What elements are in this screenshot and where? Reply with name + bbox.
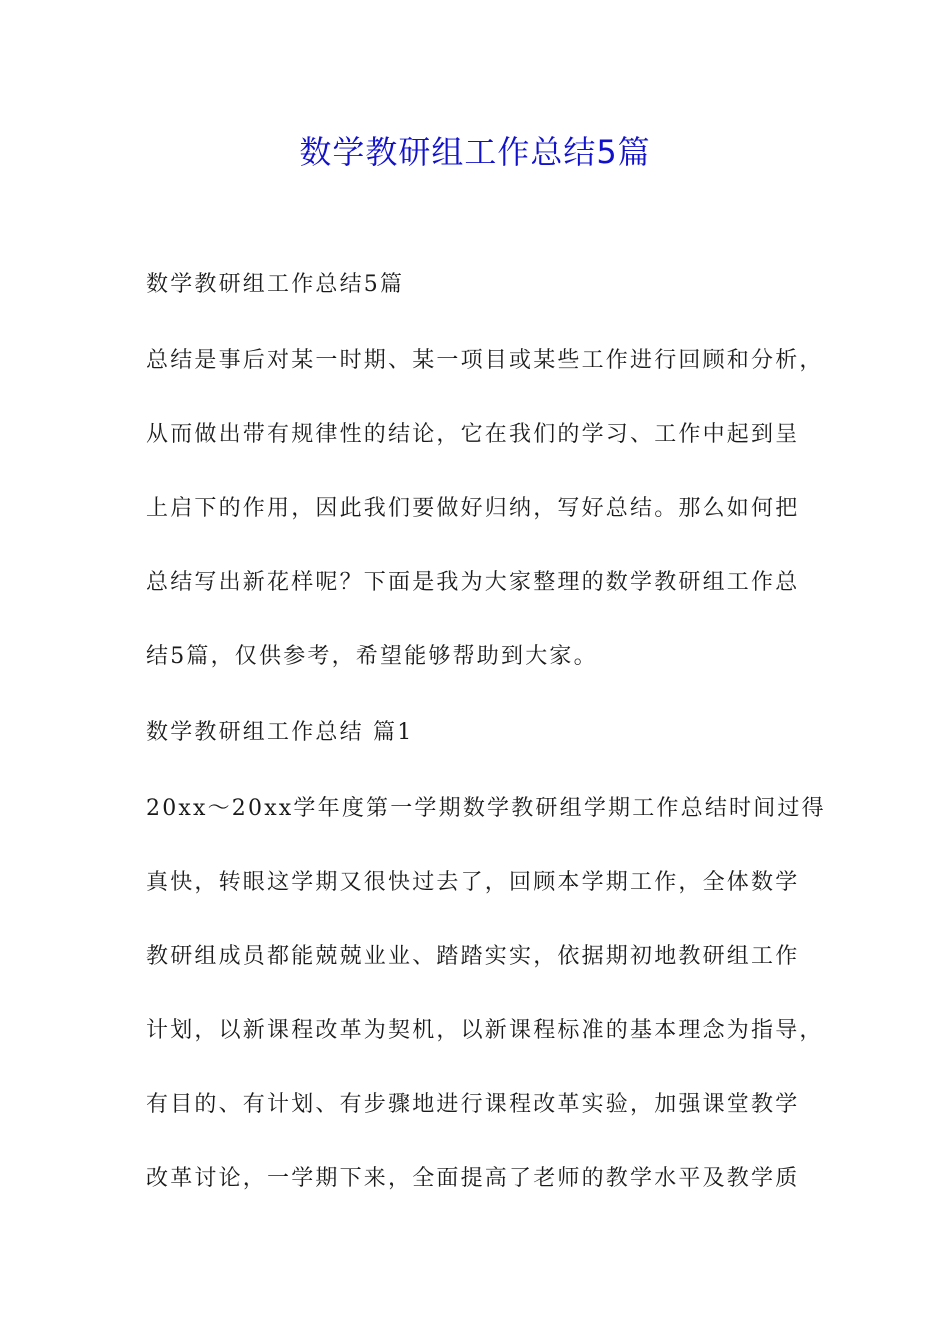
text-line: 总结是事后对某一时期、某一项目或某些工作进行回顾和分析， [146,348,824,373]
text-line: 有目的、有计划、有步骤地进行课程改革实验，加强课堂教学 [146,1092,800,1117]
text-line: 上启下的作用，因此我们要做好归纳，写好总结。那么如何把 [146,496,800,521]
text-line: 改革讨论，一学期下来，全面提高了老师的教学水平及教学质 [146,1166,800,1191]
text-line: 20xx～20xx学年度第一学期数学教研组学期工作总结时间过得 [146,796,826,821]
text-line: 总结写出新花样呢？下面是我为大家整理的数学教研组工作总 [146,570,800,595]
text-line: 从而做出带有规律性的结论，它在我们的学习、工作中起到呈 [146,422,800,447]
text-line: 计划，以新课程改革为契机，以新课程标准的基本理念为指导， [146,1018,824,1043]
document-title: 数学教研组工作总结5篇 [299,133,651,171]
text-line: 结5篇，仅供参考，希望能够帮助到大家。 [146,644,598,669]
text-line: 教研组成员都能兢兢业业、踏踏实实，依据期初地教研组工作 [146,944,800,969]
text-line: 真快，转眼这学期又很快过去了，回顾本学期工作，全体数学 [146,870,800,895]
text-line-subtitle: 数学教研组工作总结5篇 [146,272,405,297]
section-heading: 数学教研组工作总结 篇1 [146,720,414,745]
